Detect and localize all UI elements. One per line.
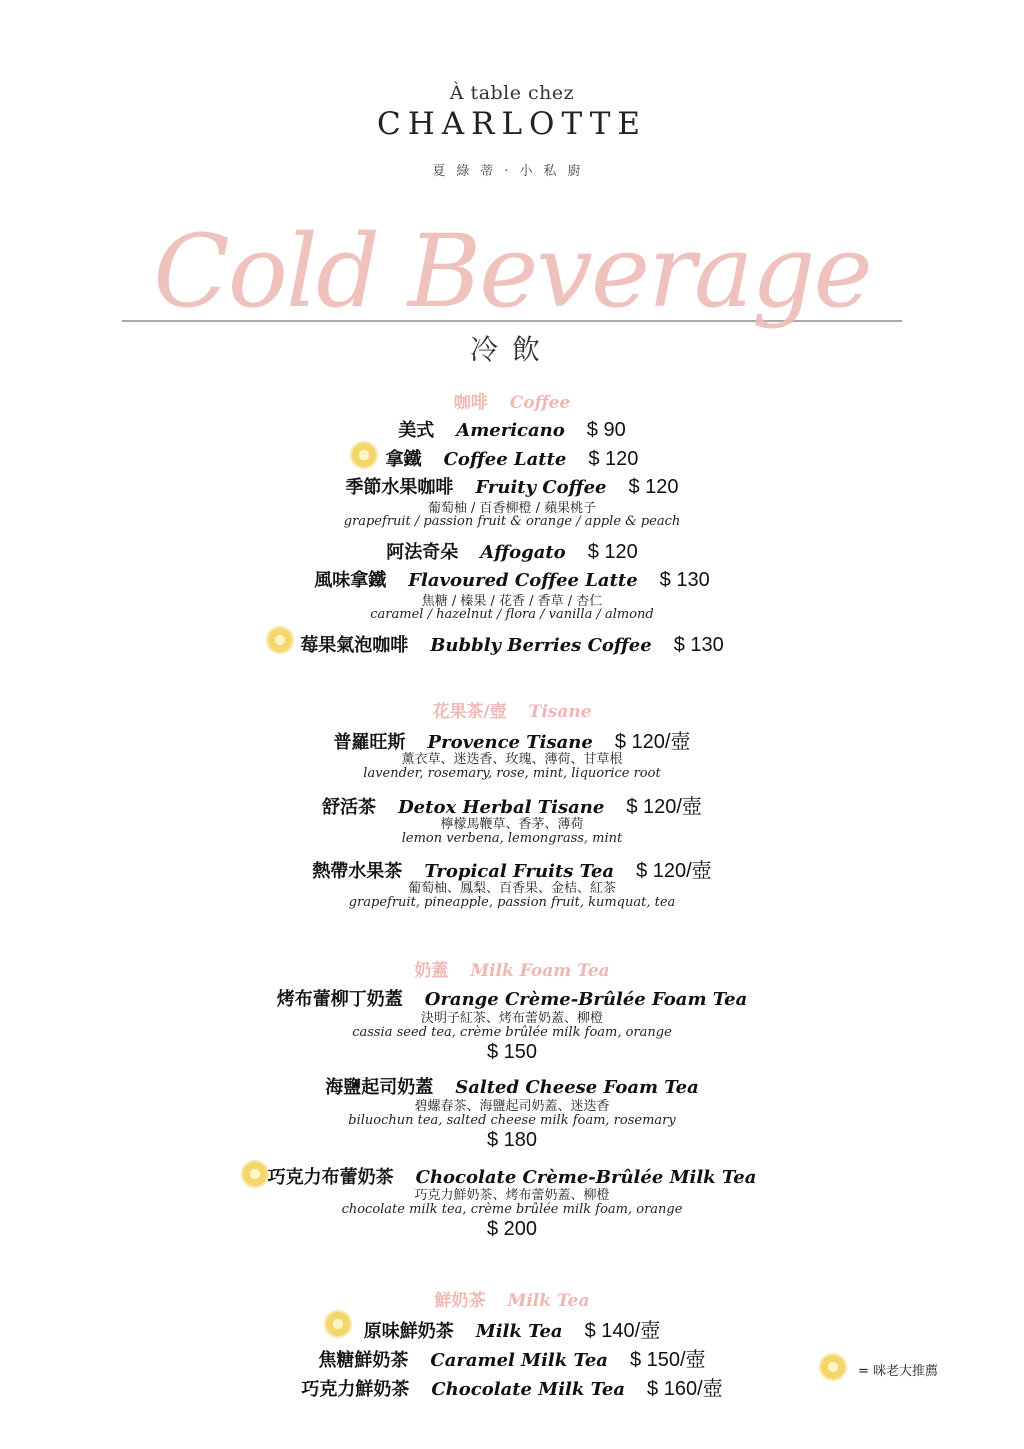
menu-item: 巧克力鮮奶茶 Chocolate Milk Tea $ 160/壺 (301, 1378, 723, 1400)
menu-item: 原味鮮奶茶 Milk Tea $ 140/壺 (363, 1320, 661, 1342)
item-description-en: biluochun tea, salted cheese milk foam, rosemary (348, 1113, 676, 1128)
section-header-milk-foam-tea: 奶蓋 Milk Foam Tea (414, 961, 610, 981)
item-price: $ 180 (486, 1129, 538, 1151)
section-header-coffee: 咖啡 Coffee (453, 393, 571, 413)
menu-item: 美式 Americano $ 90 (398, 419, 626, 441)
menu-item: 阿法奇朵 Affogato $ 120 (386, 541, 638, 563)
menu-item: 拿鐵 Coffee Latte $ 120 (385, 448, 639, 470)
menu-item: 焦糖鮮奶茶 Caramel Milk Tea $ 150/壺 (318, 1349, 706, 1371)
menu-item: 烤布蕾柳丁奶蓋 Orange Crème-Brûlée Foam Tea (276, 989, 748, 1010)
item-description-zh: 檸檬馬鞭草、香茅、薄荷 (440, 817, 584, 832)
section-header-milk-tea: 鮮奶茶 Milk Tea (434, 1291, 590, 1311)
item-description-zh: 焦糖 / 榛果 / 花香 / 香草 / 杏仁 (421, 594, 603, 609)
menu-item: 普羅旺斯 Provence Tisane $ 120/壺 (333, 731, 691, 753)
brand-chinese-name: 夏綠蒂·小私廚 (432, 164, 592, 179)
item-price: $ 200 (486, 1218, 538, 1240)
item-description-en: grapefruit, pineapple, passion fruit, kumquat, tea (348, 895, 676, 910)
item-description-zh: 決明子紅茶、烤布蕾奶蓋、柳橙 (420, 1011, 603, 1026)
menu-item: 莓果氣泡咖啡 Bubbly Berries Coffee $ 130 (300, 634, 724, 656)
item-description-en: lavender, rosemary, rose, mint, liquorice root (363, 766, 661, 781)
item-description-zh: 薰衣草、迷迭香、玫瑰、薄荷、甘草根 (401, 752, 623, 767)
item-description-en: grapefruit / passion fruit & orange / apple & peach (343, 514, 681, 529)
menu-item: 熱帶水果茶 Tropical Fruits Tea $ 120/壺 (312, 860, 712, 882)
item-description-en: cassia seed tea, crème brûlée milk foam, orange (352, 1025, 672, 1040)
legend-text: = 咪老大推薦 (858, 1364, 939, 1379)
item-description-zh: 碧螺春茶、海鹽起司奶蓋、迷迭香 (414, 1099, 610, 1114)
item-description-en: caramel / hazelnut / flora / vanilla / almond (370, 607, 654, 622)
item-description-en: chocolate milk tea, crème brûlée milk foam, orange (341, 1202, 683, 1217)
section-header-tisane: 花果茶/壺 Tisane (432, 702, 592, 722)
page-title-script: Cold Beverage (153, 213, 871, 330)
brand-name: CHARLOTTE (376, 106, 648, 142)
page-title-chinese: 冷飲 (469, 333, 554, 366)
item-description-zh: 巧克力鮮奶茶、烤布蕾奶蓋、柳橙 (414, 1188, 610, 1203)
menu-item: 季節水果咖啡 Fruity Coffee $ 120 (345, 476, 679, 498)
item-description-zh: 葡萄柚、鳳梨、百香果、金桔、紅茶 (407, 881, 616, 896)
paw-icon (821, 1355, 845, 1379)
item-price: $ 150 (486, 1041, 538, 1063)
brand-tagline: À table chez (449, 82, 575, 104)
menu-item: 風味拿鐵 Flavoured Coffee Latte $ 130 (314, 569, 710, 591)
menu-item: 舒活茶 Detox Herbal Tisane $ 120/壺 (322, 796, 702, 818)
menu-item: 巧克力布蕾奶茶 Chocolate Crème-Brûlée Milk Tea (267, 1167, 757, 1188)
menu-item: 海鹽起司奶蓋 Salted Cheese Foam Tea (325, 1077, 699, 1098)
item-description-en: lemon verbena, lemongrass, mint (401, 831, 623, 846)
item-description-zh: 葡萄柚 / 百香柳橙 / 蘋果桃子 (427, 501, 597, 516)
